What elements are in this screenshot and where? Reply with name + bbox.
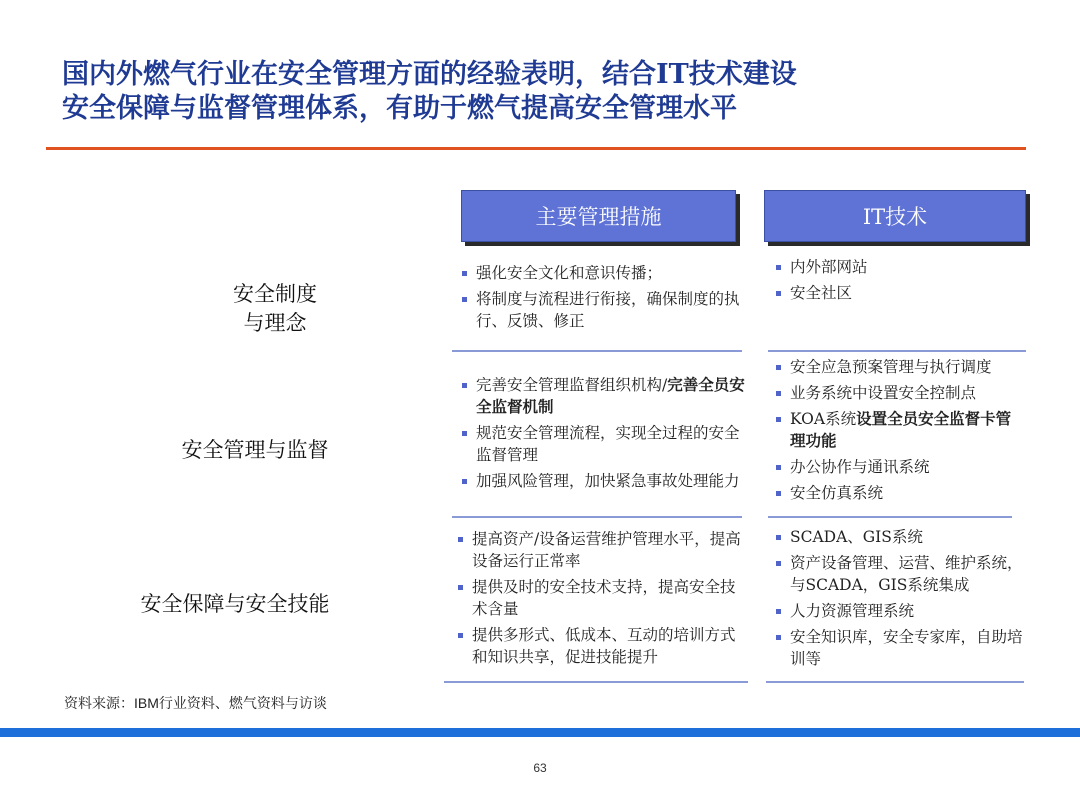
bullet-square-icon <box>458 537 463 542</box>
slide-title-line-2: 安全保障与监督管理体系，有助于燃气提高安全管理水平 <box>62 93 737 124</box>
bullet-text: 业务系统中设置安全控制点 <box>790 384 977 402</box>
title-underline <box>46 147 1026 150</box>
bullet-text: 安全知识库，安全专家库，自助培训等 <box>790 628 1023 668</box>
slide-title-line-1: 国内外燃气行业在安全管理方面的经验表明，结合IT技术建设 <box>62 59 797 90</box>
bullet-list <box>462 262 747 332</box>
bullet-item <box>776 282 1026 304</box>
bullet-list <box>462 374 752 492</box>
bullet-item <box>776 600 1028 622</box>
bullet-text: 提供及时的安全技术支持，提高安全技术含量 <box>472 578 736 618</box>
bullet-text: 办公协作与通讯系统 <box>790 458 930 476</box>
bullet-square-icon <box>776 635 781 640</box>
bullet-item <box>776 626 1028 670</box>
bullet-square-icon <box>776 291 781 296</box>
bullet-text: 内外部网站 <box>790 258 868 276</box>
bullet-text: 强化安全文化和意识传播； <box>476 264 663 282</box>
cell-measures-row-1 <box>462 262 747 336</box>
bullet-square-icon <box>458 633 463 638</box>
bullet-text: 完善安全管理监督组织机构/ <box>476 376 668 394</box>
row-label-safety-assurance <box>120 590 350 619</box>
column-header-measures: 主要管理措施 <box>461 190 736 242</box>
row-label-line: 安全保障与安全技能 <box>140 592 330 616</box>
bullet-text: 将制度与流程进行衔接，确保制度的执行、反馈、修正 <box>476 290 740 330</box>
row-divider <box>766 681 1024 683</box>
bullet-list <box>458 528 748 668</box>
bullet-text: SCADA、GIS系统 <box>790 528 923 546</box>
row-divider <box>444 681 748 683</box>
bullet-square-icon <box>776 391 781 396</box>
bullet-text: 完善全员安全监督机制 <box>476 375 745 416</box>
bullet-text: KOA系统 <box>790 410 857 428</box>
bullet-square-icon <box>462 297 467 302</box>
column-header-it: IT技术 <box>764 190 1026 242</box>
bullet-text: 安全仿真系统 <box>790 484 884 502</box>
bullet-item <box>462 374 752 418</box>
bullet-text: 安全社区 <box>790 284 853 302</box>
bullet-item <box>776 382 1026 404</box>
bullet-square-icon <box>458 585 463 590</box>
bullet-item <box>458 576 748 620</box>
bullet-item <box>458 624 748 668</box>
bullet-text: 人力资源管理系统 <box>790 602 915 620</box>
bullet-square-icon <box>462 479 467 484</box>
row-divider <box>452 516 742 518</box>
cell-it-row-3 <box>776 526 1028 674</box>
bullet-square-icon <box>462 383 467 388</box>
bullet-item <box>776 456 1026 478</box>
cell-measures-row-2 <box>462 374 752 496</box>
bullet-square-icon <box>776 561 781 566</box>
bullet-square-icon <box>462 431 467 436</box>
row-label-line: 安全制度 <box>233 282 317 306</box>
bullet-text: 规范安全管理流程，实现全过程的安全监督管理 <box>476 424 740 464</box>
bullet-text: 设置全员安全监督卡管理功能 <box>790 409 1012 450</box>
bullet-list <box>776 256 1026 304</box>
cell-measures-row-3 <box>458 528 748 672</box>
bullet-text: 安全应急预案管理与执行调度 <box>790 358 992 376</box>
row-divider <box>452 350 742 352</box>
bullet-square-icon <box>776 609 781 614</box>
bullet-item <box>458 528 748 572</box>
bullet-item <box>462 470 752 492</box>
row-divider <box>768 516 1012 518</box>
row-label-line: 安全管理与监督 <box>181 438 329 462</box>
row-divider <box>768 350 1026 352</box>
row-label-line: 与理念 <box>243 311 307 335</box>
bullet-item <box>776 356 1026 378</box>
bullet-list <box>776 356 1026 504</box>
bullet-item <box>776 256 1026 278</box>
bullet-item <box>776 552 1028 596</box>
bullet-square-icon <box>462 271 467 276</box>
bullet-list <box>776 526 1028 670</box>
footer-bar <box>0 728 1080 737</box>
row-label-safety-management <box>155 436 355 465</box>
bullet-square-icon <box>776 365 781 370</box>
bullet-square-icon <box>776 417 781 422</box>
source-note: 资料来源：IBM行业资料、燃气资料与访谈 <box>64 695 327 711</box>
bullet-item <box>462 422 752 466</box>
cell-it-row-1 <box>776 256 1026 308</box>
bullet-item <box>776 482 1026 504</box>
row-label-safety-system <box>175 280 375 338</box>
slide-title <box>62 58 1042 126</box>
page-number: 63 <box>533 761 547 775</box>
bullet-square-icon <box>776 265 781 270</box>
cell-it-row-2 <box>776 356 1026 508</box>
bullet-item <box>462 288 747 332</box>
bullet-text: 加强风险管理，加快紧急事故处理能力 <box>476 472 740 490</box>
bullet-text: 提供多形式、低成本、互动的培训方式和知识共享，促进技能提升 <box>472 626 736 666</box>
bullet-item <box>462 262 747 284</box>
bullet-text: 资产设备管理、运营、维护系统，与SCADA，GIS系统集成 <box>790 554 1023 594</box>
bullet-square-icon <box>776 491 781 496</box>
bullet-text: 提高资产/设备运营维护管理水平，提高设备运行正常率 <box>472 530 741 570</box>
bullet-item <box>776 526 1028 548</box>
bullet-square-icon <box>776 535 781 540</box>
bullet-square-icon <box>776 465 781 470</box>
bullet-item <box>776 408 1026 452</box>
